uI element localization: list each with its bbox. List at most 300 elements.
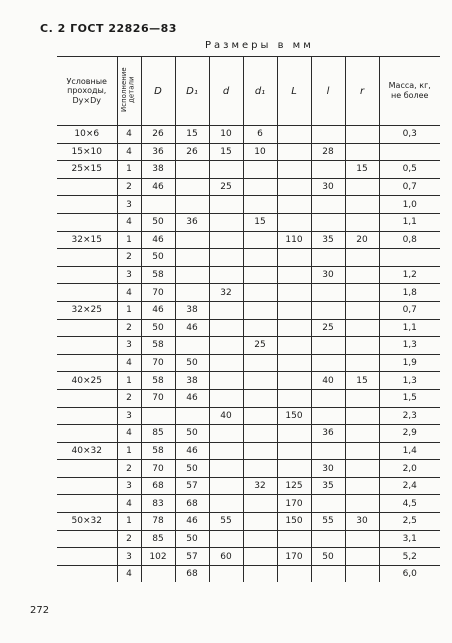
table-cell: 40 [311, 372, 345, 390]
table-row [57, 565, 440, 582]
table-cell: 50 [141, 319, 175, 337]
table-cell: 50 [175, 530, 209, 548]
table-cell [243, 301, 277, 319]
table-cell: 36 [141, 143, 175, 161]
table-row [57, 161, 440, 179]
table-cell [175, 337, 209, 355]
table-cell: 46 [175, 319, 209, 337]
table-cell [311, 126, 345, 144]
table-cell: 2 [117, 249, 141, 267]
table-cell [345, 178, 379, 196]
table-cell: 30 [345, 513, 379, 531]
table-row [57, 284, 440, 302]
table-cell: 55 [311, 513, 345, 531]
table-cell [243, 565, 277, 582]
table-cell: 38 [175, 301, 209, 319]
table-cell: 0,5 [379, 161, 440, 179]
table-cell [277, 425, 311, 443]
table-cell [311, 389, 345, 407]
table-cell: 3 [117, 337, 141, 355]
table-cell: 170 [277, 495, 311, 513]
table-cell [209, 425, 243, 443]
table-cell: 2 [117, 389, 141, 407]
table-cell: 4 [117, 354, 141, 372]
table-cell: 10×6 [57, 126, 117, 144]
table-cell [345, 126, 379, 144]
table-cell [277, 460, 311, 478]
table-row [57, 213, 440, 231]
column-header-nominal-bore: Условные проходы, Dy×Dy [57, 57, 117, 126]
table-cell [209, 266, 243, 284]
table-cell: 58 [141, 442, 175, 460]
table-cell: 38 [141, 161, 175, 179]
table-row [57, 495, 440, 513]
table-cell [345, 460, 379, 478]
table-cell [243, 178, 277, 196]
table-cell [57, 178, 117, 196]
table-cell [175, 178, 209, 196]
column-header-D1: D₁ [175, 57, 209, 126]
table-cell: 3 [117, 266, 141, 284]
column-header-d1: d₁ [243, 57, 277, 126]
table-cell: 3 [117, 477, 141, 495]
table-row [57, 231, 440, 249]
page-header: С. 2 ГОСТ 22826—83 [40, 22, 177, 35]
table-cell [243, 513, 277, 531]
table-cell [345, 354, 379, 372]
table-cell: 46 [175, 389, 209, 407]
table-cell: 68 [175, 495, 209, 513]
column-header-L: L [277, 57, 311, 126]
table-cell [57, 425, 117, 443]
table-cell: 6,0 [379, 565, 440, 582]
table-cell: 4 [117, 284, 141, 302]
table-cell: 70 [141, 284, 175, 302]
table-cell: 30 [311, 178, 345, 196]
table-cell [57, 477, 117, 495]
table-cell [345, 213, 379, 231]
table-cell: 70 [141, 389, 175, 407]
table-cell [209, 495, 243, 513]
table-cell: 1,1 [379, 213, 440, 231]
table-cell [277, 372, 311, 390]
table-cell: 102 [141, 548, 175, 566]
table-cell: 40 [209, 407, 243, 425]
table-cell [277, 337, 311, 355]
table-cell [209, 389, 243, 407]
table-cell [243, 442, 277, 460]
table-cell [209, 196, 243, 214]
table-cell [277, 249, 311, 267]
table-cell: 0,7 [379, 178, 440, 196]
table-cell [311, 196, 345, 214]
table-cell: 40×32 [57, 442, 117, 460]
table-cell [175, 161, 209, 179]
table-cell [57, 548, 117, 566]
table-cell [209, 337, 243, 355]
table-cell [209, 249, 243, 267]
table-cell: 85 [141, 530, 175, 548]
table-row [57, 196, 440, 214]
table-cell: 15 [243, 213, 277, 231]
table-cell [277, 196, 311, 214]
table-row [57, 301, 440, 319]
table-cell [57, 354, 117, 372]
table-cell: 68 [141, 477, 175, 495]
dimensions-table [57, 56, 440, 582]
table-cell [57, 530, 117, 548]
table-cell: 36 [311, 425, 345, 443]
table-cell [209, 372, 243, 390]
table-cell: 1 [117, 161, 141, 179]
page-number: 272 [30, 605, 50, 616]
table-cell [209, 442, 243, 460]
table-row [57, 530, 440, 548]
table-cell: 57 [175, 477, 209, 495]
table-cell [345, 301, 379, 319]
table-cell [345, 337, 379, 355]
table-cell: 1 [117, 372, 141, 390]
table-cell: 46 [175, 442, 209, 460]
table-cell: 4 [117, 495, 141, 513]
table-header-row [57, 57, 440, 126]
table-cell: 28 [311, 143, 345, 161]
table-row [57, 389, 440, 407]
table-cell [311, 337, 345, 355]
table-cell [243, 495, 277, 513]
table-cell: 55 [209, 513, 243, 531]
table-cell: 50×32 [57, 513, 117, 531]
table-cell: 2 [117, 460, 141, 478]
table-row [57, 407, 440, 425]
table-cell: 4 [117, 126, 141, 144]
table-cell: 2,9 [379, 425, 440, 443]
table-row [57, 460, 440, 478]
table-cell: 4,5 [379, 495, 440, 513]
table-cell [243, 530, 277, 548]
table-cell [243, 372, 277, 390]
table-cell [141, 565, 175, 582]
table-cell [243, 266, 277, 284]
table-cell [277, 126, 311, 144]
table-cell: 170 [277, 548, 311, 566]
table-cell: 70 [141, 354, 175, 372]
table-cell [175, 284, 209, 302]
table-cell [57, 337, 117, 355]
table-cell: 3 [117, 196, 141, 214]
table-cell [57, 319, 117, 337]
table-cell [243, 460, 277, 478]
table-cell: 46 [141, 301, 175, 319]
table-cell [277, 284, 311, 302]
table-cell: 1,2 [379, 266, 440, 284]
table-cell: 0,7 [379, 301, 440, 319]
table-cell [345, 442, 379, 460]
table-cell: 6 [243, 126, 277, 144]
table-cell [311, 161, 345, 179]
table-cell [277, 565, 311, 582]
table-cell [379, 249, 440, 267]
table-cell: 85 [141, 425, 175, 443]
table-cell [141, 196, 175, 214]
table-row [57, 425, 440, 443]
table-cell [311, 442, 345, 460]
table-cell [209, 301, 243, 319]
table-cell: 50 [175, 425, 209, 443]
table-cell [345, 196, 379, 214]
table-cell: 32×25 [57, 301, 117, 319]
table-cell [311, 301, 345, 319]
table-cell: 15 [345, 372, 379, 390]
table-cell: 2,0 [379, 460, 440, 478]
table-row [57, 337, 440, 355]
table-cell: 1,9 [379, 354, 440, 372]
table-cell [345, 143, 379, 161]
table-cell: 150 [277, 513, 311, 531]
table-row [57, 266, 440, 284]
table-cell [277, 161, 311, 179]
table-cell [345, 284, 379, 302]
table-cell: 58 [141, 266, 175, 284]
table-cell: 50 [175, 460, 209, 478]
table-cell: 46 [175, 513, 209, 531]
table-cell [243, 389, 277, 407]
table-cell: 15 [345, 161, 379, 179]
table-cell: 36 [175, 213, 209, 231]
table-cell: 1,3 [379, 372, 440, 390]
table-cell: 26 [175, 143, 209, 161]
table-cell [209, 231, 243, 249]
table-cell [277, 213, 311, 231]
table-cell: 3 [117, 407, 141, 425]
table-cell [209, 565, 243, 582]
table-cell: 1,0 [379, 196, 440, 214]
table-cell [311, 407, 345, 425]
table-cell: 2,4 [379, 477, 440, 495]
table-cell: 50 [311, 548, 345, 566]
table-cell [345, 407, 379, 425]
table-cell: 40×25 [57, 372, 117, 390]
table-cell: 58 [141, 337, 175, 355]
table-cell [57, 460, 117, 478]
table-cell: 2 [117, 178, 141, 196]
table-cell: 15 [175, 126, 209, 144]
table-cell [175, 196, 209, 214]
table-cell [57, 249, 117, 267]
table-cell: 110 [277, 231, 311, 249]
table-row [57, 319, 440, 337]
table-cell: 0,3 [379, 126, 440, 144]
table-cell [209, 477, 243, 495]
table-cell [345, 565, 379, 582]
table-row [57, 143, 440, 161]
table-cell [57, 565, 117, 582]
table-cell [57, 196, 117, 214]
table-cell [345, 548, 379, 566]
table-row [57, 126, 440, 144]
table-cell: 32 [209, 284, 243, 302]
table-cell [243, 249, 277, 267]
table-cell [311, 284, 345, 302]
table-row [57, 372, 440, 390]
table-cell [175, 231, 209, 249]
table-cell [57, 495, 117, 513]
table-cell [243, 407, 277, 425]
table-cell [277, 354, 311, 372]
column-header-design-variant: Исполнение детали [117, 57, 141, 126]
table-cell: 25 [243, 337, 277, 355]
table-cell: 50 [141, 249, 175, 267]
table-cell [345, 477, 379, 495]
table-cell [209, 161, 243, 179]
table-cell: 60 [209, 548, 243, 566]
table-row [57, 442, 440, 460]
table-cell: 2,5 [379, 513, 440, 531]
table-cell [57, 407, 117, 425]
table-cell: 2 [117, 319, 141, 337]
table-cell [277, 301, 311, 319]
table-cell: 26 [141, 126, 175, 144]
table-cell [277, 266, 311, 284]
table-cell: 68 [175, 565, 209, 582]
table-cell: 1 [117, 513, 141, 531]
table-cell [175, 266, 209, 284]
table-row [57, 548, 440, 566]
table-cell [57, 266, 117, 284]
table-cell: 5,2 [379, 548, 440, 566]
table-cell: 3,1 [379, 530, 440, 548]
table-cell [175, 249, 209, 267]
table-cell [209, 213, 243, 231]
table-cell [379, 143, 440, 161]
table-cell: 1 [117, 231, 141, 249]
table-cell: 78 [141, 513, 175, 531]
table-cell: 150 [277, 407, 311, 425]
column-header-r: r [345, 57, 379, 126]
table-cell [277, 389, 311, 407]
table-cell: 2,3 [379, 407, 440, 425]
table-cell: 25 [311, 319, 345, 337]
table-cell [209, 460, 243, 478]
table-cell [209, 354, 243, 372]
table-cell [345, 249, 379, 267]
table-row [57, 513, 440, 531]
table-cell [243, 161, 277, 179]
table-cell [277, 442, 311, 460]
table-cell [277, 178, 311, 196]
table-cell [345, 389, 379, 407]
table-cell: 1,1 [379, 319, 440, 337]
table-cell: 4 [117, 143, 141, 161]
table-cell: 1,3 [379, 337, 440, 355]
table-cell: 1,4 [379, 442, 440, 460]
table-cell [243, 548, 277, 566]
table-cell [311, 495, 345, 513]
table-cell: 4 [117, 565, 141, 582]
table-cell [345, 530, 379, 548]
table-cell: 35 [311, 231, 345, 249]
table-cell: 20 [345, 231, 379, 249]
table-cell: 70 [141, 460, 175, 478]
table-cell [345, 319, 379, 337]
table-cell: 25×15 [57, 161, 117, 179]
table-cell [277, 143, 311, 161]
table-cell: 1,5 [379, 389, 440, 407]
table-cell: 10 [209, 126, 243, 144]
table-cell: 1,8 [379, 284, 440, 302]
table-cell: 46 [141, 178, 175, 196]
table-cell: 1 [117, 301, 141, 319]
table-cell: 32 [243, 477, 277, 495]
table-cell: 30 [311, 460, 345, 478]
table-cell: 4 [117, 425, 141, 443]
table-cell [311, 354, 345, 372]
table-row [57, 249, 440, 267]
table-caption: Размеры в мм [205, 40, 314, 51]
table-cell [243, 196, 277, 214]
table-cell: 0,8 [379, 231, 440, 249]
table-cell: 32×15 [57, 231, 117, 249]
table-cell [57, 389, 117, 407]
column-header-mass: Масса, кг, не более [379, 57, 440, 126]
table-cell [243, 319, 277, 337]
table-cell [277, 319, 311, 337]
table-cell [243, 284, 277, 302]
table-row [57, 178, 440, 196]
table-cell [209, 530, 243, 548]
table-cell [311, 213, 345, 231]
table-cell [57, 284, 117, 302]
table-cell: 15×10 [57, 143, 117, 161]
table-cell [345, 425, 379, 443]
table-cell: 58 [141, 372, 175, 390]
column-header-d: d [209, 57, 243, 126]
table-cell: 50 [141, 213, 175, 231]
table-cell [311, 530, 345, 548]
table-cell: 30 [311, 266, 345, 284]
table-cell: 38 [175, 372, 209, 390]
table-cell: 10 [243, 143, 277, 161]
table-cell [175, 407, 209, 425]
column-header-D: D [141, 57, 175, 126]
table-cell [243, 425, 277, 443]
table-cell: 1 [117, 442, 141, 460]
table-cell: 3 [117, 548, 141, 566]
table-cell: 50 [175, 354, 209, 372]
column-header-l: l [311, 57, 345, 126]
table-cell: 35 [311, 477, 345, 495]
table-cell [345, 495, 379, 513]
table-row [57, 354, 440, 372]
table-cell: 4 [117, 213, 141, 231]
table-cell [243, 354, 277, 372]
table-cell: 125 [277, 477, 311, 495]
table-cell: 2 [117, 530, 141, 548]
table-cell [141, 407, 175, 425]
table-cell [277, 530, 311, 548]
table-cell: 83 [141, 495, 175, 513]
table-cell [345, 266, 379, 284]
table-cell [57, 213, 117, 231]
table-cell: 15 [209, 143, 243, 161]
table-cell [311, 565, 345, 582]
table-cell [209, 319, 243, 337]
table-cell: 46 [141, 231, 175, 249]
table-cell: 57 [175, 548, 209, 566]
table-cell: 25 [209, 178, 243, 196]
table-row [57, 477, 440, 495]
table-cell [311, 249, 345, 267]
